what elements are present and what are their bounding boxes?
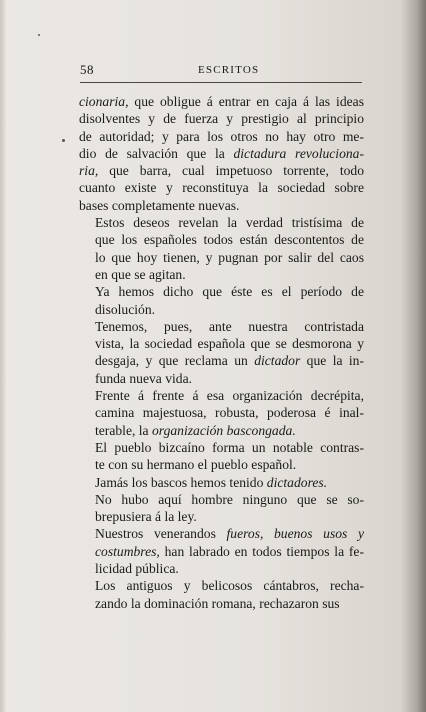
paragraph [79, 491, 364, 526]
body-text [79, 93, 364, 612]
paragraph [79, 387, 364, 439]
text-line [79, 439, 364, 456]
text-run: bases completamente nuevas. [79, 197, 240, 213]
text-line [79, 214, 364, 231]
paragraph [79, 525, 364, 577]
italic-run: ria, [79, 163, 99, 179]
text-run: Tenemos, pues, ante nuestra contristada [95, 318, 364, 334]
italic-run: dictador [254, 353, 301, 369]
text-line [79, 145, 364, 162]
text-line [79, 301, 364, 318]
text-run: lo que hoy tienen, y pugnan por salir del caos [95, 249, 364, 265]
page-speck [62, 139, 65, 142]
text-run: que los españoles todos están descontentos de [95, 232, 364, 248]
text-line [79, 543, 364, 560]
page-number: 58 [80, 62, 94, 77]
text-line [79, 266, 364, 283]
text-run: terable, la [95, 422, 152, 438]
text-run: El pueblo bizcaíno forma un notable contras- [95, 439, 364, 455]
text-run: Estos deseos revelan la verdad tristísima de [95, 215, 364, 231]
text-run: Jamás los bascos hemos tenido [95, 474, 267, 490]
text-run: que barra, cual impetuoso torrente, todo [98, 163, 364, 179]
paragraph [79, 474, 364, 491]
text-run: licidad pública. [95, 561, 179, 577]
text-run: zando la dominación romana, rechazaron sus [95, 595, 340, 611]
running-head: ESCRITOS [198, 64, 260, 76]
text-line [79, 370, 364, 387]
text-run: camina majestuosa, robusta, poderosa é inal- [95, 405, 364, 421]
text-line [79, 335, 364, 352]
paragraph [79, 93, 364, 214]
text-run: de autoridad; y para los otros no hay otro me- [79, 128, 364, 144]
text-run: Ya hemos dicho que éste es el período de [95, 284, 364, 300]
text-line [79, 249, 364, 266]
text-line [79, 508, 364, 525]
paragraph [79, 577, 364, 612]
text-run: Frente á frente á esa organización decrépita, [95, 388, 364, 404]
text-run: disolución. [95, 301, 156, 317]
paragraph [79, 214, 364, 283]
italic-run: organización bascongada. [151, 422, 296, 438]
text-line [79, 474, 364, 491]
italic-run: costumbres, [95, 543, 160, 559]
text-run: Nuestros venerandos [95, 526, 227, 542]
paragraph [79, 283, 364, 318]
text-line [79, 422, 364, 439]
text-line [79, 525, 364, 542]
text-run: te con su hermano el pueblo español. [95, 457, 297, 473]
text-run: desgaja, y que reclama un [95, 353, 255, 369]
text-line [79, 387, 364, 404]
page-speck [38, 34, 40, 36]
italic-run: dictadura revoluciona- [233, 145, 364, 161]
text-run: vista, la sociedad española que se desmorona y [95, 336, 364, 352]
text-run: disolventes y de fuerza y prestigio al principio [79, 111, 364, 127]
text-run: No hubo aquí hombre ninguno que se so- [95, 491, 364, 507]
text-line [79, 404, 364, 421]
text-run: en que se agitan. [95, 266, 186, 282]
text-run: cuanto existe y reconstituya la sociedad sobre [79, 180, 364, 196]
paragraph [79, 439, 364, 474]
page-gutter-shadow [0, 0, 6, 712]
text-run: funda nueva vida. [95, 370, 193, 386]
paragraph [79, 318, 364, 387]
text-run: que la in- [300, 353, 364, 369]
text-line [79, 318, 364, 335]
text-line [79, 231, 364, 248]
text-run: Los antiguos y belicosos cántabros, recha- [95, 578, 364, 594]
text-run: brepusiera á la ley. [95, 509, 197, 525]
text-line [79, 491, 364, 508]
text-run: que obligue á entrar en caja á las ideas [128, 94, 364, 109]
text-run: dio de salvación que la [79, 145, 234, 161]
text-line [79, 179, 364, 196]
text-line [79, 577, 364, 594]
text-line [79, 162, 364, 179]
italic-run: dictadores. [266, 474, 328, 490]
italic-run: fueros, buenos usos y [226, 526, 364, 542]
text-line [79, 352, 364, 369]
text-line [79, 128, 364, 145]
text-line [79, 283, 364, 300]
text-line [79, 197, 364, 214]
page-header [80, 62, 362, 83]
italic-run: cionaria, [79, 94, 129, 109]
text-line [79, 595, 364, 612]
text-line [79, 93, 364, 110]
text-run: han labrado en todos tiempos la fe- [159, 543, 364, 559]
text-line [79, 560, 364, 577]
text-line [79, 110, 364, 127]
text-line [79, 456, 364, 473]
